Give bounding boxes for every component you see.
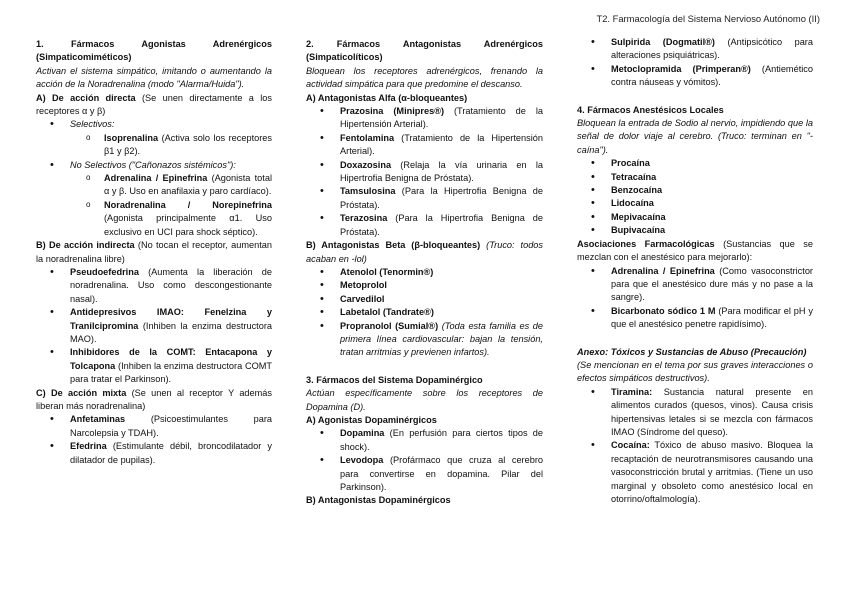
section-intro: (Se mencionan en el tema por sus graves interacciones o efectos simpáticos destructivos). xyxy=(577,359,813,384)
subsection: A) Antagonistas Alfa (α-bloqueantes) xyxy=(306,92,468,103)
section-intro: Bloquean los receptores adrenérgicos, frenando la actividad simpática para que predomine el descanso. xyxy=(306,65,543,90)
list-item: • Tamsulosina (Para la Hipertrofia Benigna de Próstata). xyxy=(306,185,543,212)
column-1 xyxy=(36,38,272,467)
list-item: • Levodopa (Profármaco que cruza al cerebro para convertirse en dopamina. Pilar del Parkinson). xyxy=(306,454,543,494)
list-item: • Prazosina (Minipres®) (Tratamiento de la Hipertensión Arterial). xyxy=(306,105,543,132)
list xyxy=(36,266,272,387)
subsection: B) Antagonistas Beta (β-bloqueantes) (Truco: todos acaban en -lol) xyxy=(306,240,544,264)
column-2 xyxy=(306,38,543,508)
list-item: • Tiramina: Sustancia natural presente en alimentos curados (quesos, vinos). Causa crisis hipertensivas letales si se mezcla con fármacos IMAO (Síndrome del queso). xyxy=(577,386,813,440)
list-item: • Carvedilol xyxy=(306,293,543,306)
list-item: • Metoprolol xyxy=(306,279,543,292)
list xyxy=(577,386,813,507)
list-item: • Lidocaína xyxy=(577,197,813,210)
list-item: • Dopamina (En perfusión para ciertos tipos de shock). xyxy=(306,427,543,454)
list-item: • Mepivacaína xyxy=(577,211,813,224)
subsection: B) Antagonistas Dopaminérgicos xyxy=(306,495,451,506)
list-item: • Doxazosina (Relaja la vía urinaria en la Hipertrofia Benigna de Próstata). xyxy=(306,159,543,186)
page-header: T2. Farmacología del Sistema Nervioso Autónomo (II) xyxy=(596,13,820,24)
section-intro: Bloquean la entrada de Sodio al nervio, impidiendo que la señal de dolor viaje al cerebro. (Truco: terminan en "-caína"). xyxy=(577,118,813,155)
list xyxy=(306,427,543,494)
section-title: Anexo: Tóxicos y Sustancias de Abuso (Precaución) xyxy=(577,346,807,357)
list xyxy=(577,157,813,237)
list-item: • Propranolol (Sumial®) (Toda esta familia es de primera línea cardiovascular: bajan la tensión, tratan arritmias y previenen infartos). xyxy=(306,320,543,360)
list-item: • Pseudoefedrina (Aumenta la liberación de noradrenalina. Uso como descongestionante nasal). xyxy=(36,266,272,306)
list-item: o Adrenalina / Epinefrina (Agonista total α y β. Uso en anafilaxia y paro cardíaco). xyxy=(70,172,272,199)
list-item: • Benzocaína xyxy=(577,184,813,197)
subsection: Asociaciones Farmacológicas (Sustancias que se mezclan con el anestésico para mejorarlo): xyxy=(577,238,813,263)
list xyxy=(577,265,813,332)
section-title: 2. Fármacos Antagonistas Adrenérgicos (Simpaticolíticos) xyxy=(306,39,543,63)
subsection: A) De acción directa (Se unen directamente a los receptores α y β) xyxy=(36,92,272,117)
list xyxy=(36,413,272,467)
column-3 xyxy=(577,36,813,506)
list-item: • Atenolol (Tenormin®) xyxy=(306,266,543,279)
list-item: • Terazosina (Para la Hipertrofia Benigna de Próstata). xyxy=(306,212,543,239)
section-intro: Activan el sistema simpático, imitando o aumentando la acción de la Noradrenalina (modo "Alarma/Huida"). xyxy=(36,65,272,90)
list-item: • Bicarbonato sódico 1 M (Para modificar el pH y que el anestésico penetre rapidísimo). xyxy=(577,305,813,332)
subsection: C) De acción mixta (Se unen al receptor Y además liberan más noradrenalina) xyxy=(36,387,273,411)
section-title: 1. Fármacos Agonistas Adrenérgicos (Simpaticomiméticos) xyxy=(36,39,272,63)
subsection: A) Agonistas Dopaminérgicos xyxy=(306,414,437,425)
list xyxy=(306,105,543,239)
subsection: B) De acción indirecta (No tocan el receptor, aumentan la noradrenalina libre) xyxy=(36,240,273,264)
list-item: o Noradrenalina / Norepinefrina (Agonista principalmente α1. Uso exclusivo en UCI para shock séptico). xyxy=(70,199,272,239)
list-item: • Bupivacaína xyxy=(577,224,813,237)
list xyxy=(577,36,813,90)
list-item: • Efedrina (Estimulante débil, broncodilatador y dilatador de pupilas). xyxy=(36,440,272,467)
list-item: • Sulpirida (Dogmatil®) (Antipsicótico para alteraciones psiquiátricas). xyxy=(577,36,813,63)
section-intro: Actúan específicamente sobre los receptores de Dopamina (D). xyxy=(306,388,543,412)
list-item: • Anfetaminas (Psicoestimulantes para Narcolepsia y TDAH). xyxy=(36,413,272,440)
list-item: o Isoprenalina (Activa solo los receptores β1 y β2). xyxy=(70,132,272,159)
list-item: • Selectivos: o Isoprenalina (Activa solo los receptores β1 y β2). xyxy=(36,118,272,158)
section-title: 4. Fármacos Anestésicos Locales xyxy=(577,104,724,115)
list-item: • Inhibidores de la COMT: Entacapona y Tolcapona (Inhiben la enzima destructora COMT para tratar el Parkinson). xyxy=(36,346,272,386)
list-item: • Fentolamina (Tratamiento de la Hipertensión Arterial). xyxy=(306,132,543,159)
list-item: • Adrenalina / Epinefrina (Como vasoconstrictor para que el anestésico dure más y no pase a la sangre). xyxy=(577,265,813,305)
list-item: • Metoclopramida (Primperan®) (Antiemético contra náuseas y vómitos). xyxy=(577,63,813,90)
list-item: • Labetalol (Tandrate®) xyxy=(306,306,543,319)
list-item: • Procaína xyxy=(577,157,813,170)
list-item: • Antidepresivos IMAO: Fenelzina y Tranilcipromina (Inhiben la enzima destructora MAO). xyxy=(36,306,272,346)
list-item: • No Selectivos ("Cañonazos sistémicos"): o Adrenalina / Epinefrina (Agonista total α y β. Uso en anafilaxia y paro cardíaco). o Noradrenalina / Norepinefrina (Agonista principalmente α1. Uso exclusivo en UCI para shock séptico). xyxy=(36,159,272,239)
list-item: • Cocaína: Tóxico de abuso masivo. Bloquea la recaptación de neurotransmisores causando una vasoconstricción brutal y arritmias. (Tiene un uso marginal y obsoleto como anestésico local en otorrino/oftalmología). xyxy=(577,439,813,506)
list-item: • Tetracaína xyxy=(577,171,813,184)
list xyxy=(36,118,272,239)
section-title: 3. Fármacos del Sistema Dopaminérgico xyxy=(306,374,483,385)
list xyxy=(306,266,543,360)
